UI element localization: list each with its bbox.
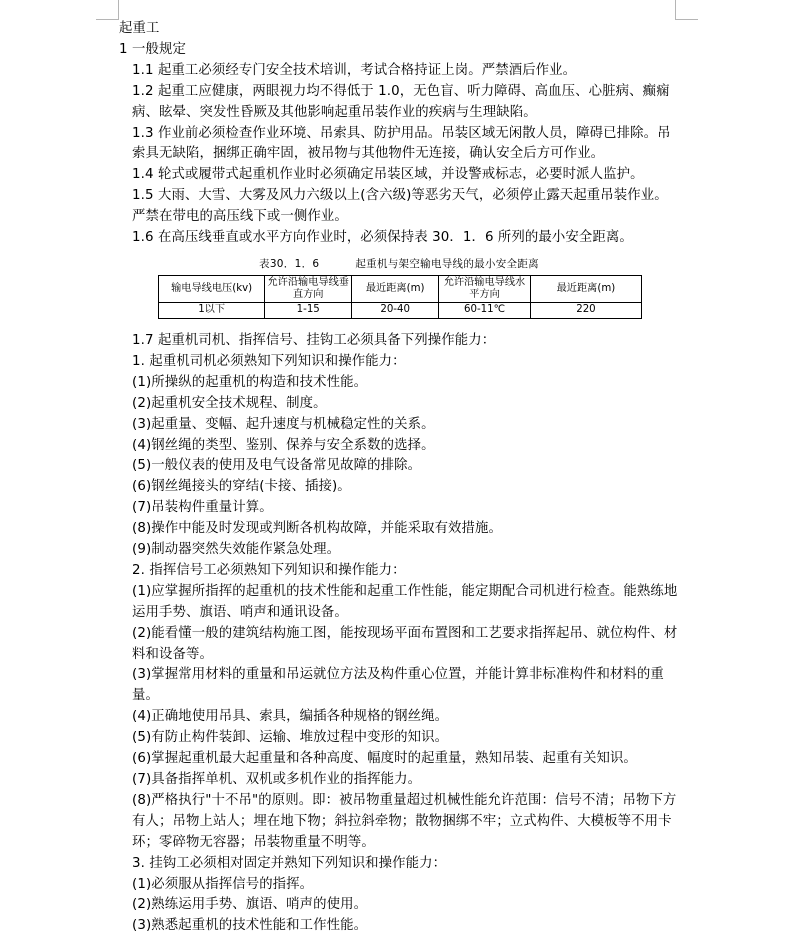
table-caption	[119, 256, 679, 271]
hook-item: (3)熟悉起重机的技术性能和工作性能。	[132, 918, 368, 934]
signal-item: (8)严格执行"十不吊"的原则。即：被吊物重量超过机械性能允许范围：信号不清；吊物下方有人；吊物上站人；埋在地下物；斜拉斜牵物；散物捆绑不牢；立式构件、大模板等不用卡环；零碎物无容器；吊装物重量不明等。	[132, 792, 677, 850]
signal-heading: 2. 指挥信号工必须熟知下列知识和操作能力：	[132, 562, 406, 578]
hook-heading: 3. 挂钩工必须相对固定并熟知下列知识和操作能力：	[132, 855, 447, 871]
signal-item: (4)正确地使用吊具、索具，编插各种规格的钢丝绳。	[132, 709, 449, 725]
driver-item: (4)钢丝绳的类型、鉴别、保养与安全系数的选择。	[132, 437, 435, 453]
signal-item: (1)应掌握所指挥的起重机的技术性能和起重工作性能，能定期配合司机进行检查。能熟练地运用手势、旗语、哨声和通讯设备。	[132, 583, 678, 620]
signal-item: (5)有防止构件装卸、运输、堆放过程中变形的知识。	[132, 730, 449, 746]
rule-1-5: 1.5 大雨、大雪、大雾及风力六级以上(含六级)等恶劣天气，必须停止露天起重吊装作业。严禁在带电的高压线下或一侧作业。	[132, 188, 668, 225]
document-page	[119, 0, 679, 937]
rule-1-6: 1.6 在高压线垂直或水平方向作业时，必须保持表 30．1．6 所列的最小安全距离。	[132, 230, 633, 246]
hook-item: (1)必须服从指挥信号的指挥。	[132, 876, 314, 892]
table-header-cell: 允许沿输电导线垂直方向	[265, 275, 352, 302]
rule-1-1: 1.1 起重工必须经专门安全技术培训，考试合格持证上岗。严禁酒后作业。	[132, 62, 577, 78]
driver-item: (1)所操纵的起重机的构造和技术性能。	[132, 374, 368, 390]
table-cell: 220	[530, 302, 641, 318]
crop-mark-left-h	[96, 19, 119, 20]
table-row	[159, 302, 642, 318]
table-header-cell: 最近距离(m)	[530, 275, 641, 302]
driver-item: (8)操作中能及时发现或判断各机构故障，并能采取有效措施。	[132, 521, 503, 537]
table-cell: 20-40	[352, 302, 439, 318]
driver-heading: 1. 起重机司机必须熟知下列知识和操作能力：	[132, 353, 406, 369]
rule-1-4: 1.4 轮式或履带式起重机作业时必须确定吊装区域，并设警戒标志，必要时派人监护。	[132, 167, 644, 183]
driver-item: (7)吊装构件重量计算。	[132, 500, 273, 516]
driver-item: (3)起重量、变幅、起升速度与机械稳定性的关系。	[132, 416, 435, 432]
signal-item: (2)能看懂一般的建筑结构施工图，能按现场平面布置图和工艺要求指挥起吊、就位构件、材料和设备等。	[132, 625, 678, 662]
table-cell: 60-11℃	[439, 302, 531, 318]
safety-distance-table	[158, 275, 642, 319]
driver-item: (9)制动器突然失效能作紧急处理。	[132, 542, 341, 558]
table-header-cell: 输电导线电压(kv)	[159, 275, 265, 302]
table-number: 表30．1．6	[259, 257, 320, 270]
rule-1-3: 1.3 作业前必须检查作业环境、吊索具、防护用品。吊装区域无闲散人员，障碍已排除。吊索具无缺陷，捆绑正确牢固，被吊物与其他物件无连接，确认安全后方可作业。	[132, 125, 671, 162]
signal-item: (7)具备指挥单机、双机或多机作业的指挥能力。	[132, 772, 422, 787]
table-header-row	[159, 275, 642, 302]
driver-item: (2)起重机安全技术规程、制度。	[132, 395, 327, 411]
doc-title: 起重工	[119, 21, 160, 36]
table-cell: 1以下	[159, 302, 265, 318]
table-cell: 1-15	[265, 302, 352, 318]
driver-item: (5)一般仪表的使用及电气设备常见故障的排除。	[132, 458, 422, 474]
table-header-cell: 允许沿输电导线水平方向	[439, 275, 531, 302]
hook-item: (2)熟练运用手势、旗语、哨声的使用。	[132, 897, 368, 913]
driver-item: (6)钢丝绳接头的穿结(卡接、插接)。	[132, 479, 351, 495]
signal-item: (6)掌握起重机最大起重量和各种高度、幅度时的起重量，熟知吊装、起重有关知识。	[132, 751, 637, 767]
table-title: 起重机与架空输电导线的最小安全距离	[355, 257, 539, 270]
rule-1-7: 1.7 起重机司机、指挥信号、挂钩工必须具备下列操作能力：	[132, 332, 496, 348]
table-header-cell: 最近距离(m)	[352, 275, 439, 302]
signal-item: (3)掌握常用材料的重量和吊运就位方法及构件重心位置，并能计算非标准构件和材料的重量。	[132, 667, 664, 704]
section-heading: 1 一般规定	[119, 41, 186, 57]
rule-1-2: 1.2 起重工应健康，两眼视力均不得低于 1.0，无色盲、听力障碍、高血压、心脏病、癫痫病、眩晕、突发性昏厥及其他影响起重吊装作业的疾病与生理缺陷。	[132, 83, 670, 120]
